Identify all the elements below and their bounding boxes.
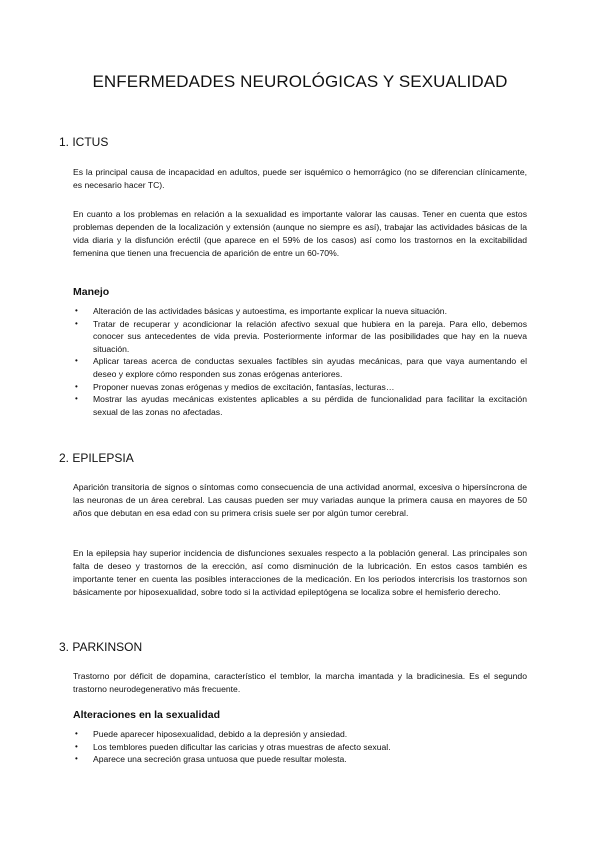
epilepsia-paragraph-1: Aparición transitoria de signos o síntomas como consecuencia de una actividad anormal, excesiva o hipersíncrona de las neuronas de un área cerebral. Las causas pueden ser muy variadas aunque la primera causa en mayores de 50 años que debutan en esa edad con su primera crisis suele ser por algún tumor cerebral. <box>73 482 527 518</box>
list-item <box>73 381 527 394</box>
bullet-icon: • <box>75 381 78 391</box>
section-heading-epilepsia: 2. EPILEPSIA <box>59 451 134 465</box>
list-item-text: Aplicar tareas acerca de conductas sexuales factibles sin ayudas mecánicas, para que vaya aumentando el deseo y explore cómo responden sus zonas erógenas anteriores. <box>93 356 527 379</box>
bullet-icon: • <box>75 394 78 404</box>
bullet-icon: • <box>75 318 78 328</box>
list-item-text: Puede aparecer hiposexualidad, debido a la depresión y ansiedad. <box>93 729 348 739</box>
list-item <box>73 305 527 318</box>
list-item-text: Proponer nuevas zonas erógenas y medios de excitación, fantasías, lecturas… <box>93 381 395 392</box>
list-item <box>73 728 527 741</box>
list-item-text: Tratar de recuperar y acondicionar la relación afectivo sexual que hubiera en la pareja. Para ello, debemos conocer sus antecedentes de vida previa. Posteriormente informar de las posibilidades que hay en la nueva situación. <box>93 318 527 354</box>
section-heading-parkinson: 3. PARKINSON <box>59 640 143 654</box>
bullet-icon: • <box>75 754 78 764</box>
bullet-icon: • <box>75 306 78 315</box>
parkinson-paragraph-1: Trastorno por déficit de dopamina, característico el temblor, la marcha imantada y la bradicinesia. Es el segundo trastorno neurodegenerativo más frecuente. <box>73 671 527 694</box>
list-item <box>73 355 527 380</box>
list-item <box>73 393 527 418</box>
ictus-paragraph-1: Es la principal causa de incapacidad en adultos, puede ser isquémico o hemorrágico (no se diferencian clínicamente, es necesario hacer TC). <box>73 167 527 190</box>
list-item-text: Alteración de las actividades básicas y autoestima, es importante explicar la nueva situación. <box>93 306 447 316</box>
parkinson-subheading-alteraciones: Alteraciones en la sexualidad <box>73 709 221 721</box>
ictus-paragraph-2: En cuanto a los problemas en relación a la sexualidad es importante valorar las causas. Tener en cuenta que estos problemas dependen de la localización y extensión (aunque no siempre es así), trabajar las actividades básicas de la vida diaria y la disfunción eréctil (que aparece en el 59% de los casos) así como los trastornos en la excitabilidad femenina que tienen una frecuencia de aparición de entre un 60-70%. <box>73 209 527 258</box>
bullet-icon: • <box>75 741 78 751</box>
section-heading-ictus: 1. ICTUS <box>59 135 109 149</box>
parkinson-bullet-list <box>73 728 527 766</box>
bullet-icon: • <box>75 356 78 366</box>
list-item-text: Aparece una secreción grasa untuosa que puede resultar molesta. <box>93 754 347 765</box>
page-title: ENFERMEDADES NEUROLÓGICAS Y SEXUALIDAD <box>92 72 508 91</box>
list-item <box>73 318 527 356</box>
ictus-bullet-list <box>73 305 527 418</box>
bullet-icon: • <box>75 729 78 738</box>
ictus-subheading-manejo: Manejo <box>73 286 110 298</box>
list-item-text: Los temblores pueden dificultar las caricias y otras muestras de afecto sexual. <box>93 741 391 752</box>
epilepsia-paragraph-2: En la epilepsia hay superior incidencia de disfunciones sexuales respecto a la población general. Las principales son falta de deseo y trastornos de la erección, así como disminución de la lubricación. En estos casos también es importante tener en cuenta las posibles interacciones de la medicación. En los periodos intercrisis los trastornos son básicamente por hiposexualidad, sobre todo si la actividad epileptógena se localiza sobre el hemisferio derecho. <box>73 548 527 597</box>
list-item-text: Mostrar las ayudas mecánicas existentes aplicables a su pérdida de funcionalidad para facilitar la excitación sexual de las zonas no afectadas. <box>93 394 527 417</box>
list-item <box>73 753 527 766</box>
list-item <box>73 741 527 754</box>
